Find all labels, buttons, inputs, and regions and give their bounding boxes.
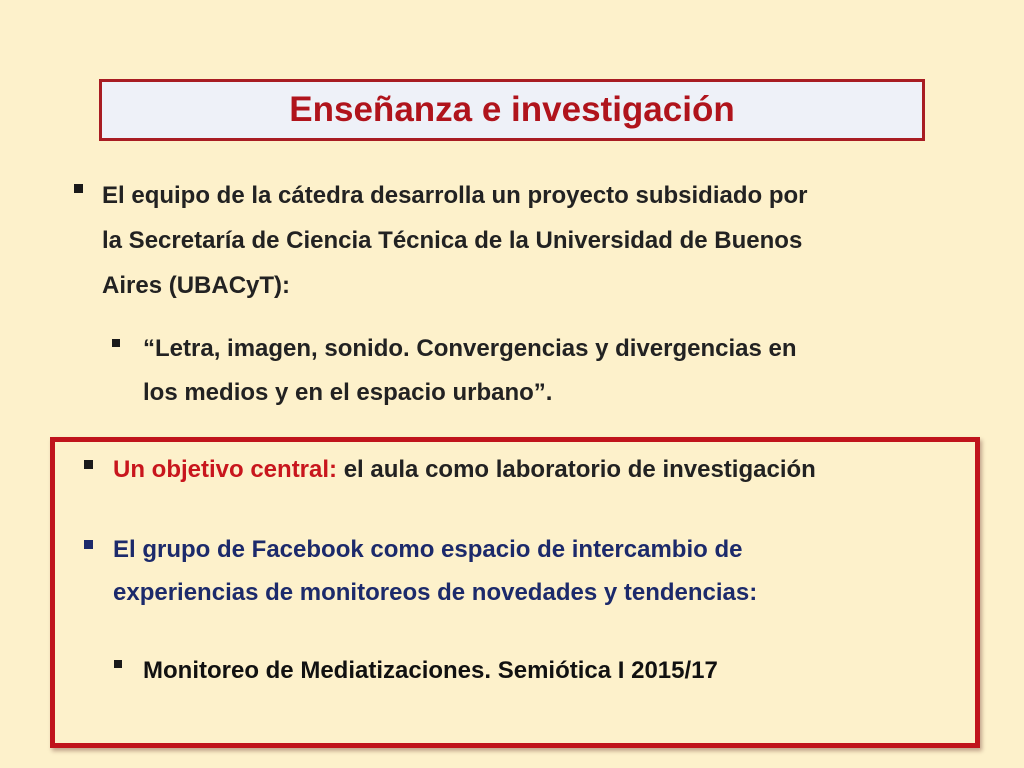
bullet-2-text bbox=[113, 447, 816, 492]
bullet-3-line-2: experiencias de monitoreos de novedades y tendencias: bbox=[113, 579, 758, 606]
sub-bullet-1-line-1: “Letra, imagen, sonido. Convergencias y divergencias en bbox=[143, 335, 797, 362]
bullet-marker bbox=[84, 540, 93, 549]
sub-bullet-3-line-1: Monitoreo de Mediatizaciones. Semiótica I 2015/17 bbox=[143, 657, 718, 684]
sub-bullet-marker bbox=[112, 339, 120, 347]
sub-bullet-marker bbox=[114, 660, 122, 668]
slide-title: Enseñanza e investigación bbox=[289, 90, 735, 129]
bullet-2-rest: el aula como laboratorio de investigación bbox=[337, 456, 816, 483]
title-box bbox=[99, 79, 925, 141]
bullet-1-line-3: Aires (UBACyT): bbox=[102, 272, 291, 299]
bullet-1-line-2: la Secretaría de Ciencia Técnica de la Universidad de Buenos bbox=[102, 227, 803, 254]
bullet-3-line-1: El grupo de Facebook como espacio de intercambio de bbox=[113, 536, 743, 563]
sub-bullet-1-line-2: los medios y en el espacio urbano”. bbox=[143, 379, 553, 406]
bullet-marker bbox=[74, 184, 83, 193]
bullet-1-line-1: El equipo de la cátedra desarrolla un proyecto subsidiado por bbox=[102, 182, 808, 209]
bullet-marker bbox=[84, 460, 93, 469]
bullet-2-highlight: Un objetivo central: bbox=[113, 456, 338, 483]
